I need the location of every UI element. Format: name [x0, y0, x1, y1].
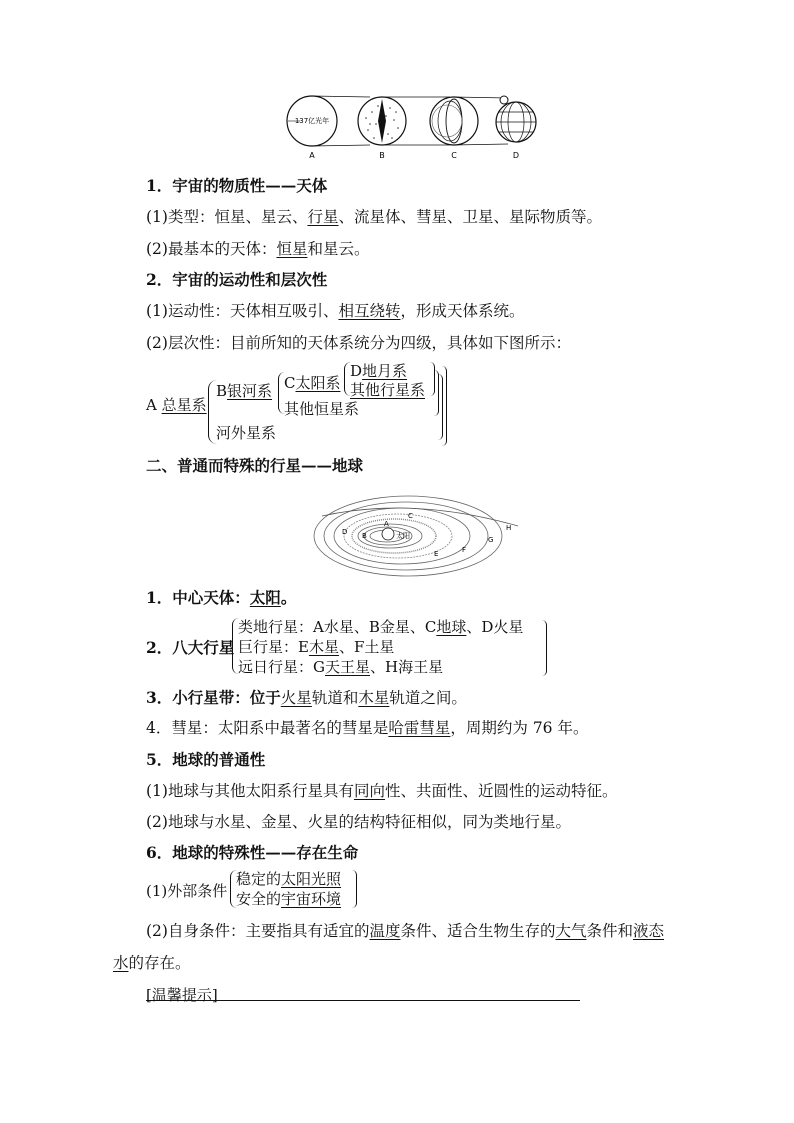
- point-1: 1．中心天体：太阳。: [146, 588, 297, 607]
- tip-label: [温馨提示]: [146, 986, 218, 1004]
- scale-text: 137亿光年: [294, 117, 330, 125]
- planet-row-far: 远日行星：G天王星、H海王星: [238, 658, 444, 676]
- solar-system-figure: [312, 486, 520, 580]
- svg-text:B: B: [362, 532, 367, 540]
- point-3: 3．小行星带：位于火星轨道和木星轨道之间。: [146, 688, 467, 707]
- hierarchy-diagram: [146, 360, 456, 446]
- point-6-line-3: 水的存在。: [113, 954, 191, 972]
- svg-text:E: E: [434, 550, 439, 558]
- label-d: D: [512, 151, 520, 160]
- planet-row-terrestrial: 类地行星：A水星、B金星、C地球、D火星: [238, 618, 524, 636]
- point-4: 4．彗星：太阳系中最著名的彗星是哈雷彗星，周期约为 76 年。: [146, 719, 589, 737]
- label-c: C: [451, 151, 457, 160]
- point-5-line-1: (1)地球与其他太阳系行星具有同向性、共面性、近圆性的运动特征。: [146, 782, 618, 800]
- label-a: A: [309, 151, 315, 160]
- svg-text:A: A: [384, 520, 389, 528]
- svg-text:D: D: [342, 528, 348, 536]
- hier-other-star: 其他恒星系: [284, 400, 360, 418]
- svg-text:C: C: [408, 512, 413, 520]
- hier-d: D地月系: [350, 362, 408, 380]
- section-2-line-2: (2)层次性：目前所知的天体系统分为四级，具体如下图所示：: [146, 334, 571, 352]
- point-6-heading: 6．地球的特殊性——存在生命: [146, 843, 359, 862]
- point-6-line-2: (2)自身条件：主要指具有适宜的温度条件、适合生物生存的大气条件和液态: [146, 922, 665, 940]
- section-1-line-2: (2)最基本的天体：恒星和星云。: [146, 240, 370, 258]
- hier-outer: 河外星系: [216, 424, 277, 442]
- svg-text:H: H: [506, 524, 512, 532]
- point-5-heading: 5．地球的普通性: [146, 750, 266, 769]
- hier-b: B银河系: [216, 382, 273, 400]
- external-conditions: (1)外部条件 稳定的太阳光照 安全的宇宙环境: [146, 868, 376, 912]
- tip-bar: [146, 986, 580, 1004]
- universe-scale-figure: [282, 94, 546, 162]
- section-2-heading: 2．宇宙的运动性和层次性: [146, 270, 328, 289]
- part-2-heading: 二、普通而特殊的行星——地球: [146, 456, 364, 475]
- hier-a: A 总星系: [146, 396, 207, 414]
- point-5-line-2: (2)地球与水星、金星、火星的结构特征相似，同为类地行星。: [146, 813, 571, 831]
- hier-other-planet: 其他行星系: [350, 381, 426, 399]
- planet-row-giant: 巨行星：E木星、F土星: [238, 638, 395, 656]
- point-2-eight-planets: 2．八大行星 类地行星：A水星、B金星、C地球、D火星 巨行星：E木星、F土星 远日行星：G天王星、H海王星: [146, 614, 556, 676]
- svg-text:F: F: [462, 546, 467, 554]
- section-1-line-1: (1)类型：恒星、星云、行星、流星体、彗星、卫星、星际物质等。: [146, 208, 602, 226]
- svg-text:G: G: [488, 536, 494, 544]
- sun-label: 太阳: [396, 532, 410, 540]
- hier-c: C太阳系: [284, 374, 341, 392]
- label-b: B: [379, 151, 385, 160]
- section-2-line-1: (1)运动性：天体相互吸引、相互绕转，形成天体系统。: [146, 302, 525, 320]
- section-1-heading: 1．宇宙的物质性——天体: [146, 176, 328, 195]
